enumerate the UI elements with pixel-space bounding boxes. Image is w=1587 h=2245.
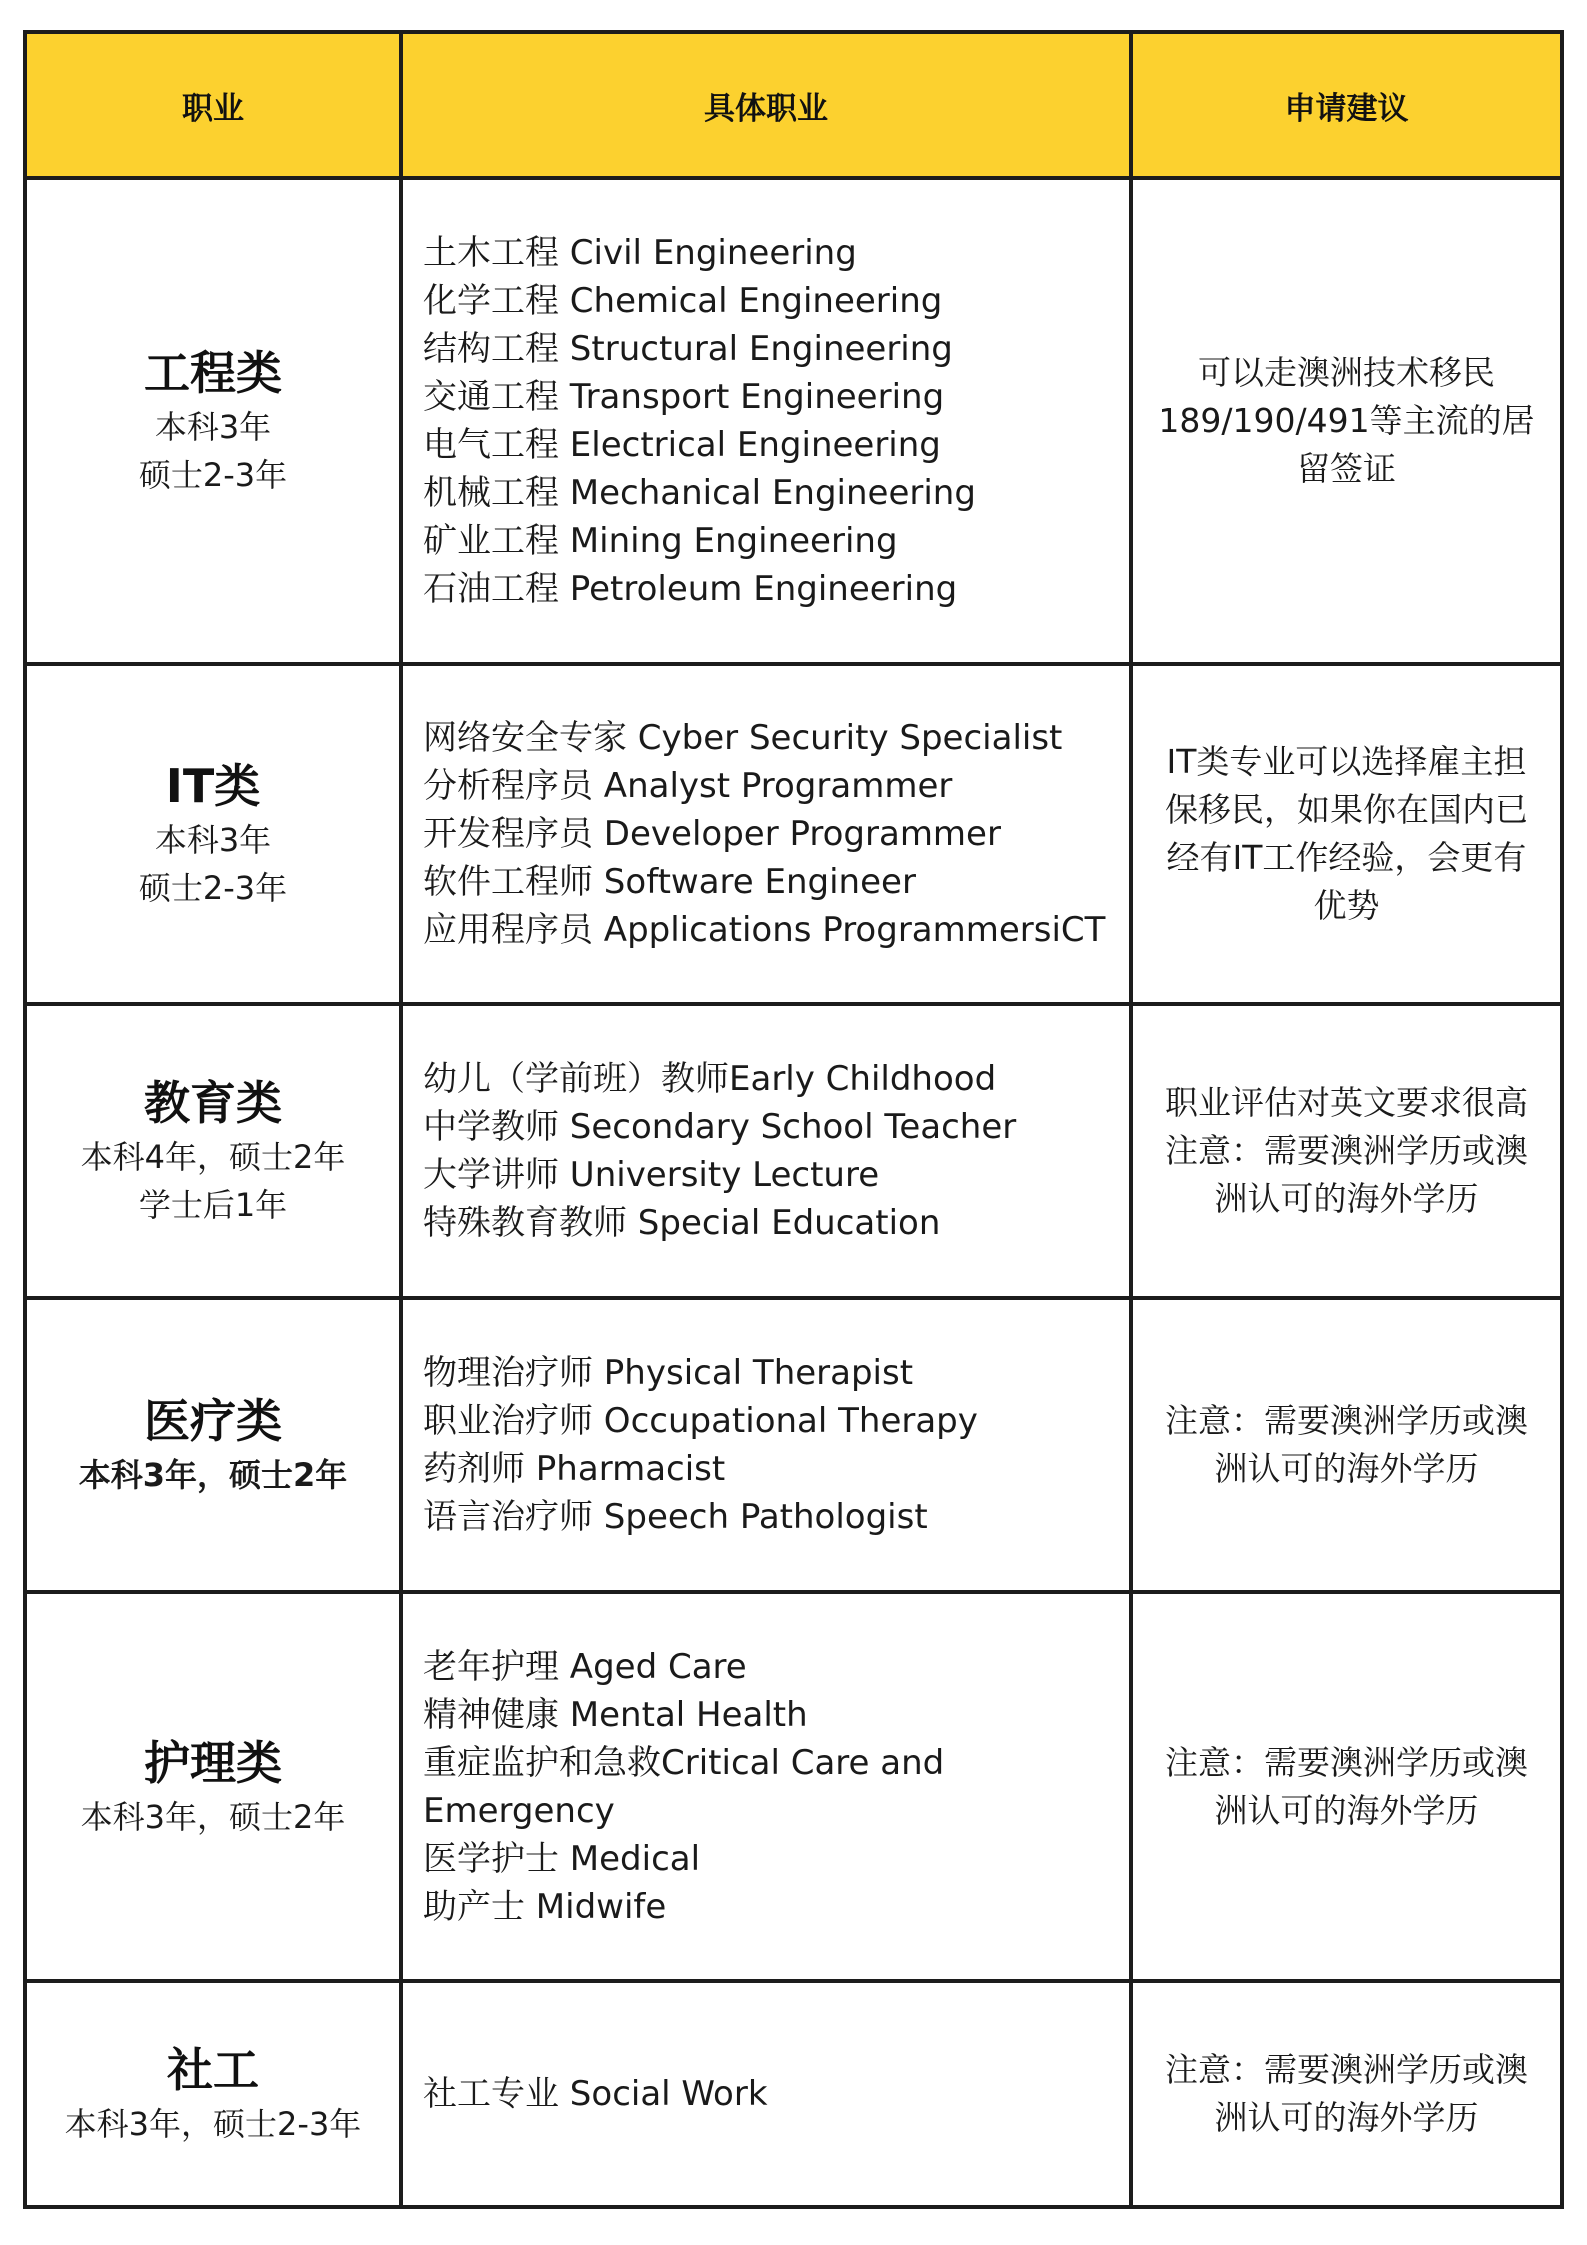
advice-line: 注意：需要澳洲学历或澳 <box>1165 1742 1528 1782</box>
job-item: 交通工程 Transport Engineering <box>423 377 945 417</box>
category-cell <box>25 1592 401 1981</box>
jobs-cell <box>401 664 1131 1004</box>
advice-cell <box>1131 1298 1562 1592</box>
advice-cell <box>1131 178 1562 664</box>
header-application-advice: 申请建议 <box>1131 32 1562 178</box>
advice-line: 189/190/491等主流的居 <box>1158 401 1535 440</box>
jobs-cell <box>401 1298 1131 1592</box>
job-item: 中学教师 Secondary School Teacher <box>423 1107 1017 1147</box>
job-item: 化学工程 Chemical Engineering <box>423 281 943 321</box>
job-item: 助产士 Midwife <box>423 1886 667 1927</box>
advice-line: 保移民，如果你在国内已 <box>1165 790 1528 829</box>
table-row <box>25 178 1562 664</box>
table-row <box>25 1981 1562 2207</box>
category-name: 护理类 <box>144 1735 282 1790</box>
category-duration: 本科3年 <box>154 821 272 859</box>
category-duration: 本科3年，硕士2-3年 <box>64 2105 362 2143</box>
advice-line: 洲认可的海外学历 <box>1214 1179 1479 1218</box>
job-item: 分析程序员 Analyst Programmer <box>423 766 953 806</box>
category-name: 社工 <box>167 2043 259 2097</box>
job-item: 职业治疗师 Occupational Therapy <box>423 1401 978 1441</box>
jobs-cell <box>401 178 1131 664</box>
advice-line: 注意：需要澳洲学历或澳 <box>1165 2050 1528 2089</box>
jobs-cell <box>401 1004 1131 1298</box>
table-header-row <box>25 32 1562 178</box>
table-row <box>25 1004 1562 1298</box>
job-item: 语言治疗师 Speech Pathologist <box>423 1497 928 1537</box>
advice-line: 职业评估对英文要求很高 <box>1165 1083 1528 1122</box>
category-duration: 本科3年 <box>154 408 272 446</box>
advice-cell <box>1131 1981 1562 2207</box>
category-duration: 硕士2-3年 <box>138 869 288 907</box>
advice-line: 优势 <box>1313 886 1380 925</box>
category-duration: 本科3年，硕士2年 <box>78 1456 348 1494</box>
category-name: 医疗类 <box>144 1394 282 1448</box>
advice-line: 经有IT工作经验，会更有 <box>1166 838 1527 877</box>
header-occupation: 职业 <box>25 32 401 178</box>
jobs-cell <box>401 1592 1131 1981</box>
job-item: 幼儿（学前班）教师Early Childhood <box>423 1059 997 1099</box>
category-cell <box>25 664 401 1004</box>
advice-line: 洲认可的海外学历 <box>1214 2098 1479 2137</box>
category-cell <box>25 1981 401 2207</box>
table-row <box>25 1592 1562 1981</box>
header-specific-occupation: 具体职业 <box>401 32 1131 178</box>
job-item: 应用程序员 Applications ProgrammersiCT <box>423 910 1106 950</box>
job-item: 石油工程 Petroleum Engineering <box>423 569 958 609</box>
job-item: 物理治疗师 Physical Therapist <box>423 1353 914 1393</box>
jobs-cell <box>401 1981 1131 2207</box>
job-item: 社工专业 Social Work <box>423 2074 768 2114</box>
job-item: 电气工程 Electrical Engineering <box>423 425 941 465</box>
category-duration: 硕士2-3年 <box>138 456 288 494</box>
table-row <box>25 1298 1562 1592</box>
category-name: 工程类 <box>144 346 282 400</box>
majors-table <box>23 30 1564 2209</box>
advice-line: IT类专业可以选择雇主担 <box>1166 742 1527 781</box>
job-item: 网络安全专家 Cyber Security Specialist <box>423 718 1063 758</box>
advice-line: 洲认可的海外学历 <box>1214 1790 1479 1830</box>
job-item: 医学护士 Medical <box>423 1838 701 1879</box>
advice-cell <box>1131 1592 1562 1981</box>
job-item: 老年护理 Aged Care <box>423 1646 747 1687</box>
category-name: IT类 <box>165 759 261 813</box>
category-duration: 本科3年，硕士2年 <box>80 1797 346 1836</box>
advice-line: 洲认可的海外学历 <box>1214 1449 1479 1488</box>
job-item: 结构工程 Structural Engineering <box>423 329 953 369</box>
job-item: 开发程序员 Developer Programmer <box>423 814 1001 854</box>
advice-line: 注意：需要澳洲学历或澳 <box>1165 1131 1528 1170</box>
category-name: 教育类 <box>144 1076 282 1130</box>
category-duration: 学士后1年 <box>138 1186 288 1224</box>
category-cell <box>25 1298 401 1592</box>
category-cell <box>25 178 401 664</box>
job-item: 矿业工程 Mining Engineering <box>423 521 898 561</box>
job-item: 软件工程师 Software Engineer <box>423 862 916 902</box>
category-duration: 本科4年，硕士2年 <box>80 1138 346 1176</box>
job-item: Emergency <box>423 1790 615 1831</box>
advice-line: 注意：需要澳洲学历或澳 <box>1165 1401 1528 1440</box>
advice-line: 留签证 <box>1297 449 1396 488</box>
advice-cell <box>1131 664 1562 1004</box>
job-item: 大学讲师 University Lecture <box>423 1155 880 1195</box>
advice-cell <box>1131 1004 1562 1298</box>
job-item: 重症监护和急救Critical Care and <box>423 1742 945 1783</box>
job-item: 机械工程 Mechanical Engineering <box>423 473 976 513</box>
job-item: 精神健康 Mental Health <box>423 1694 808 1735</box>
job-item: 药剂师 Pharmacist <box>423 1449 726 1489</box>
job-item: 特殊教育教师 Special Education <box>423 1203 941 1243</box>
advice-line: 可以走澳洲技术移民 <box>1198 353 1495 392</box>
table-row <box>25 664 1562 1004</box>
job-item: 土木工程 Civil Engineering <box>423 233 857 273</box>
category-cell <box>25 1004 401 1298</box>
